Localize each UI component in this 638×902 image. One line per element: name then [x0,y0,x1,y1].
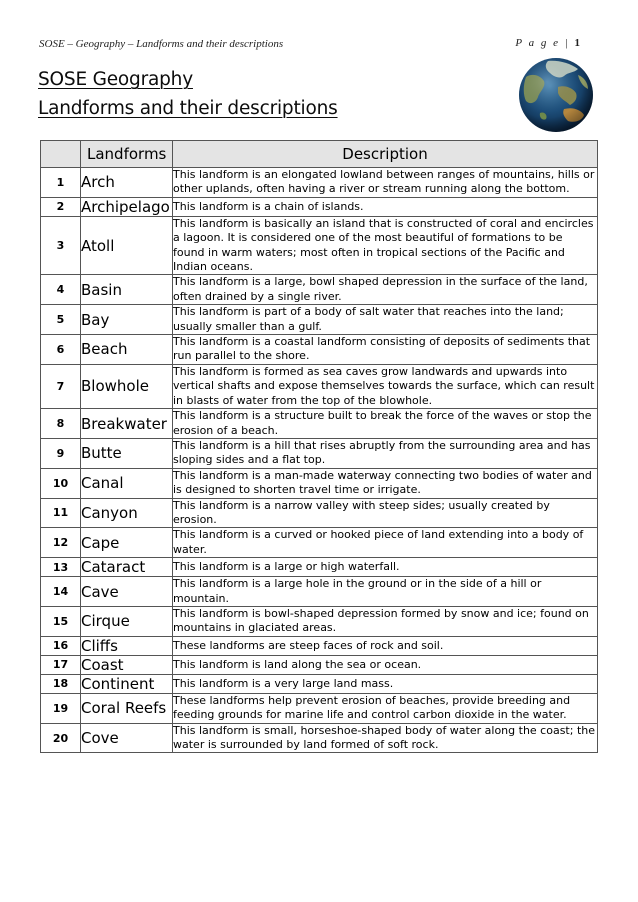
table-row [41,468,598,498]
table-row [41,674,598,693]
landform-description: This landform is an elongated lowland between ranges of mountains, hills or other uplands, often having a river or stream running along the bottom. [173,168,598,198]
table-row [41,438,598,468]
row-number: 2 [41,197,81,216]
page-label: P a g e | [515,37,570,49]
row-number: 18 [41,674,81,693]
table-row [41,498,598,528]
table-header-row [41,141,598,168]
row-number: 3 [41,216,81,275]
landform-description: This landform is a large or high waterfall. [173,558,598,577]
table-row [41,305,598,335]
row-number: 1 [41,168,81,198]
row-number: 12 [41,528,81,558]
row-number: 9 [41,438,81,468]
row-number: 17 [41,655,81,674]
running-header: SOSE – Geography – Landforms and their descriptions [39,38,284,50]
landform-description: This landform is a chain of islands. [173,197,598,216]
landform-description: This landform is a very large land mass. [173,674,598,693]
row-number: 20 [41,723,81,753]
table-row [41,606,598,636]
row-number: 11 [41,498,81,528]
landform-description: These landforms help prevent erosion of beaches, provide breeding and feeding grounds for marine life and control carbon dioxide in the water. [173,693,598,723]
landform-name: Archipelago [81,197,173,216]
landform-description: This landform is small, horseshoe-shaped body of water along the coast; the water is surrounded by land formed of soft rock. [173,723,598,753]
landform-description: This landform is land along the sea or ocean. [173,655,598,674]
landform-name: Beach [81,335,173,365]
table-row [41,528,598,558]
landform-description: This landform is bowl-shaped depression formed by snow and ice; found on mountains in glaciated areas. [173,606,598,636]
table-row [41,636,598,655]
table-row [41,197,598,216]
page-number [515,37,580,49]
row-number: 7 [41,364,81,408]
page-subtitle: Landforms and their descriptions [38,98,338,119]
landform-name: Butte [81,438,173,468]
header-landforms: Landforms [81,141,173,168]
table-row [41,577,598,607]
landform-name: Basin [81,275,173,305]
page-title: SOSE Geography [38,69,193,90]
landform-name: Cataract [81,558,173,577]
landform-description: This landform is a large, bowl shaped depression in the surface of the land, often drained by a single river. [173,275,598,305]
row-number: 5 [41,305,81,335]
row-number: 10 [41,468,81,498]
row-number: 15 [41,606,81,636]
landform-description: This landform is part of a body of salt water that reaches into the land; usually smaller than a gulf. [173,305,598,335]
landform-description: This landform is a curved or hooked piece of land extending into a body of water. [173,528,598,558]
landform-name: Arch [81,168,173,198]
landform-description: This landform is formed as sea caves grow landwards and upwards into vertical shafts and expose themselves towards the surface, which can result in blasts of water from the top of the blowhole. [173,364,598,408]
landform-name: Cove [81,723,173,753]
table-row [41,409,598,439]
landform-name: Atoll [81,216,173,275]
landform-description: This landform is a large hole in the ground or in the side of a hill or mountain. [173,577,598,607]
row-number: 14 [41,577,81,607]
table-row [41,723,598,753]
landform-name: Continent [81,674,173,693]
landform-name: Cave [81,577,173,607]
table-row [41,216,598,275]
globe-image [518,57,594,133]
landform-name: Coast [81,655,173,674]
table-row [41,275,598,305]
landform-name: Canal [81,468,173,498]
table-row [41,693,598,723]
landform-name: Cape [81,528,173,558]
landforms-table [40,140,598,753]
page-number-value: 1 [574,37,580,49]
landform-name: Breakwater [81,409,173,439]
landform-description: This landform is a coastal landform consisting of deposits of sediments that run parallel to the shore. [173,335,598,365]
landform-name: Bay [81,305,173,335]
row-number: 6 [41,335,81,365]
table-row [41,335,598,365]
table-row [41,168,598,198]
header-description: Description [173,141,598,168]
table-row [41,558,598,577]
landform-name: Blowhole [81,364,173,408]
row-number: 13 [41,558,81,577]
landform-name: Cirque [81,606,173,636]
table-body [41,168,598,753]
header-number [41,141,81,168]
row-number: 8 [41,409,81,439]
row-number: 19 [41,693,81,723]
table-row [41,655,598,674]
landform-name: Coral Reefs [81,693,173,723]
row-number: 16 [41,636,81,655]
landform-description: This landform is a structure built to break the force of the waves or stop the erosion of a beach. [173,409,598,439]
landform-name: Canyon [81,498,173,528]
landform-name: Cliffs [81,636,173,655]
landform-description: This landform is a hill that rises abruptly from the surrounding area and has sloping sides and a flat top. [173,438,598,468]
landform-description: These landforms are steep faces of rock and soil. [173,636,598,655]
landform-description: This landform is a man-made waterway connecting two bodies of water and is designed to shorten travel time or irrigate. [173,468,598,498]
landform-description: This landform is a narrow valley with steep sides; usually created by erosion. [173,498,598,528]
table-row [41,364,598,408]
row-number: 4 [41,275,81,305]
landform-description: This landform is basically an island that is constructed of coral and encircles a lagoon. It is considered one of the most beautiful of formations to be found in warm waters; most often in tropical sections of the Pacific and Indian oceans. [173,216,598,275]
